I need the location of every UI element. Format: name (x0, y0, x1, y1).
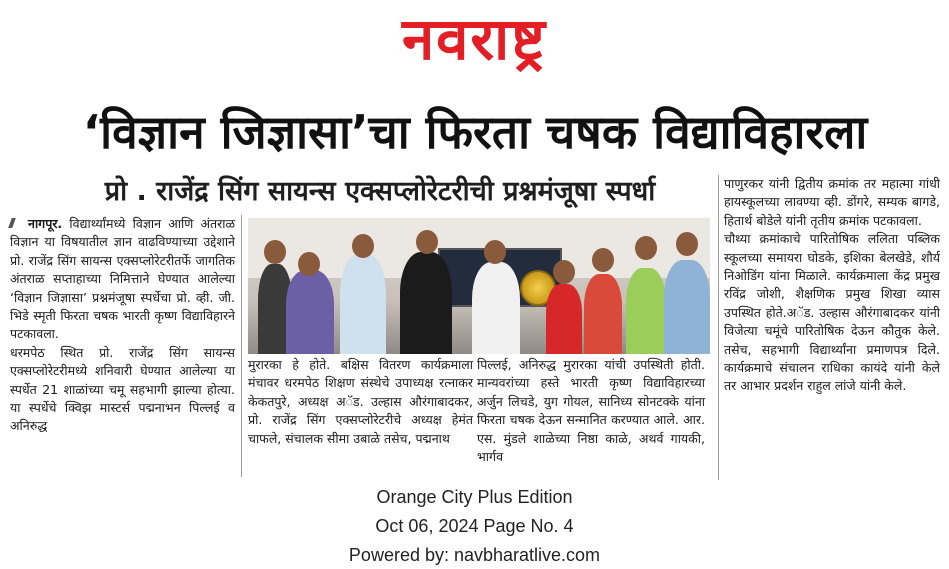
photo-person (664, 260, 710, 354)
masthead-logo (0, 0, 949, 78)
column-divider (718, 175, 719, 480)
article-subheadline: प्रो . राजेंद्र सिंग सायन्स एक्सप्लोरेटरीची प्रश्नमंजूषा स्पर्धा (104, 176, 656, 207)
photo-person (472, 262, 520, 354)
photo-person-head (635, 236, 657, 260)
photo-person (400, 252, 452, 354)
footer-date-page: Oct 06, 2024 Page No. 4 (375, 516, 574, 536)
article-right-paragraph-1: पाणुरकर यांनी द्वितीय क्रमांक तर महात्मा गांधी हायस्कूलच्या लावण्या व्ही. डोंगरे, सम्यक बागडे, हितार्थ बोडेले यांनी तृतीय क्रमांक पटकावला. (724, 176, 940, 228)
footer-edition: Orange City Plus Edition (376, 487, 573, 507)
photo-person-head (553, 260, 575, 284)
article-paragraph-2: धरमपेठ स्थित प्रो. राजेंद्र सिंग सायन्स एक्सप्लोरेटरीमध्ये शनिवारी घेण्यात आलेल्या या स्पर्धेत 21 शाळांच्या चमू सहभागी झाल्या होत्या. या स्पर्धेचे क्विझ मास्टर्स पद्मनाभन पिल्लई व अनिरुद्ध (10, 344, 235, 434)
photo-person-head (352, 234, 374, 258)
photo-person (340, 254, 386, 354)
photo-person-head (416, 230, 438, 254)
article-right-paragraph-2: चौथ्या क्रमांकाचे पारितोषिक ललिता पब्लिक स्कूलच्या समायरा घोडके, इशिका बेलखेडे, शौर्य निओडिंग यांना मिळाले. कार्यक्रमाला केंद्र प्रमुख रविंद्र जोशी, शैक्षणिक प्रमुख शिखा व्यास उपस्थित होते.अॅड. उल्हास औरंगाबादकर यांनी विजेत्या चमूंचे पारितोषिक देऊन कौतुक केले. तसेच, सहभागी विद्यार्थ्यांना प्रमाणपत्र दिले. कार्यक्रमाचे संचालन राधिका कायंदे यांनी केले तर आभार प्रदर्शन राहुल लांजे यांनी केले. (724, 231, 940, 394)
article-middle-column-2: पिल्लई, अनिरुद्ध मुरारका यांची उपस्थिती होती. मान्यवरांच्या हस्ते भारती कृष्ण विद्याविहारच्या अर्जुन लिचडे, युग गोयल, सानिध्य सोनटक्के यांना फिरता चषक देऊन सन्मानित करण्यात आले. आर. एस. मुंडले शाळेच्या निष्ठा काळे, अथर्व गायकी, भार्गव (477, 357, 705, 465)
article-paragraph-1-text: विद्यार्थ्यांमध्ये विज्ञान आणि अंतराळ विज्ञान या विषयातील ज्ञान वाढविण्याच्या उद्देशाने प्रो. राजेंद्र सिंग सायन्स एक्सप्लोरेटरीतर्फे जागतिक अंतराळ सप्ताहाच्या निमित्ताने घेण्यात आलेल्या ‘विज्ञान जिज्ञासा’ प्रश्नमंजूषा स्पर्धेचा प्रो. व्ही. जी. भिडे स्मृती फिरता चषक भारती कृष्ण विद्याविहारने पटकावला. (10, 216, 235, 342)
event-photo (248, 218, 710, 354)
bullet-icon (8, 218, 26, 228)
photo-person-head (484, 240, 506, 264)
photo-person-head (298, 252, 320, 276)
article-paragraph-1 (10, 215, 235, 344)
photo-person (286, 270, 334, 354)
photo-person-head (264, 240, 286, 264)
article-middle-column-1: मुरारका हे होते. बक्षिस वितरण कार्यक्रमाला मंचावर धरमपेठ शिक्षण संस्थेचे उपाध्यक्ष रत्नाकर केकतपुरे, अध्यक्ष अॅड. उल्हास औरंगाबादकर, प्रो. राजेंद्र सिंग एक्सप्लोरेटरीचे अध्यक्ष हेमंत चाफले, संचालक सीमा उबाळे तसेच, पद्मनाथ (248, 357, 473, 446)
photo-person-head (676, 232, 698, 256)
photo-person-head (592, 248, 614, 272)
column-divider (241, 215, 242, 477)
article-dateline: नागपूर. (28, 216, 63, 231)
photo-person (626, 268, 666, 354)
footer-powered-by: Powered by: navbharatlive.com (348, 545, 601, 565)
article-left-column (10, 215, 235, 480)
photo-person (546, 284, 582, 354)
article-right-column (724, 175, 940, 480)
masthead-title: नवराष्ट्र (401, 5, 548, 73)
photo-person (584, 274, 622, 354)
article-headline: ‘विज्ञान जिज्ञासा’चा फिरता चषक विद्याविहारला (82, 105, 868, 159)
